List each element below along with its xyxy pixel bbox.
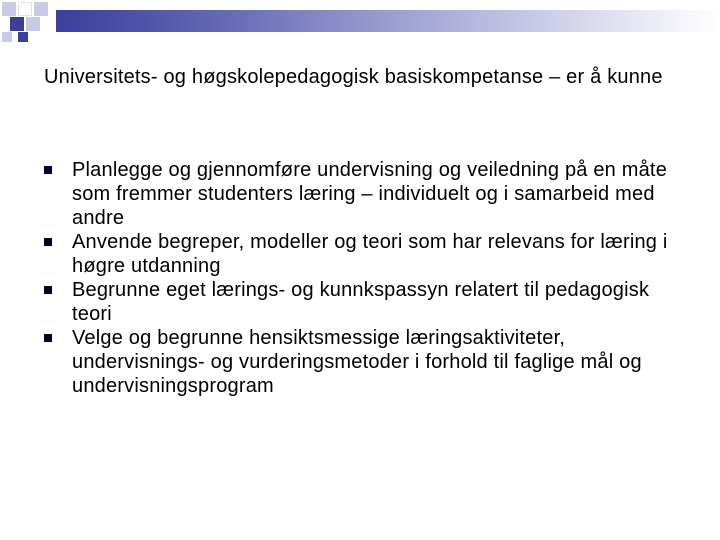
bullet-list (44, 158, 694, 398)
decor-square (2, 32, 12, 42)
bullet-item (44, 230, 694, 278)
decor-square (26, 17, 40, 31)
decorative-squares (0, 0, 60, 45)
header-decoration (0, 0, 720, 45)
bullet-item (44, 278, 694, 326)
bullet-text: Begrunne eget lærings- og kunnkspassyn relatert til pedagogisk teori (72, 279, 650, 325)
square-bullet-icon (44, 166, 52, 174)
bullet-item (44, 158, 694, 230)
slide-title: Universitets- og høgskolepedagogisk basiskompetanse – er å kunne (44, 66, 663, 88)
bullet-text: Velge og begrunne hensiktsmessige læringsaktiviteter, undervisnings- og vurderingsmetoder i forhold til faglige mål og undervisningsprogram (72, 327, 642, 397)
bullet-text: Planlegge og gjennomføre undervisning og veiledning på en måte som fremmer studenters læring – individuelt og i samarbeid med andre (72, 159, 668, 229)
decor-square (2, 2, 16, 16)
header-gradient-bar (56, 10, 720, 32)
decor-square (10, 17, 24, 31)
square-bullet-icon (44, 238, 52, 246)
decor-square (18, 32, 28, 42)
bullet-item (44, 326, 694, 398)
square-bullet-icon (44, 334, 52, 342)
decor-square (34, 2, 48, 16)
square-bullet-icon (44, 286, 52, 294)
bullet-text: Anvende begreper, modeller og teori som har relevans for læring i høgre utdanning (72, 231, 668, 277)
decor-square (18, 2, 32, 16)
